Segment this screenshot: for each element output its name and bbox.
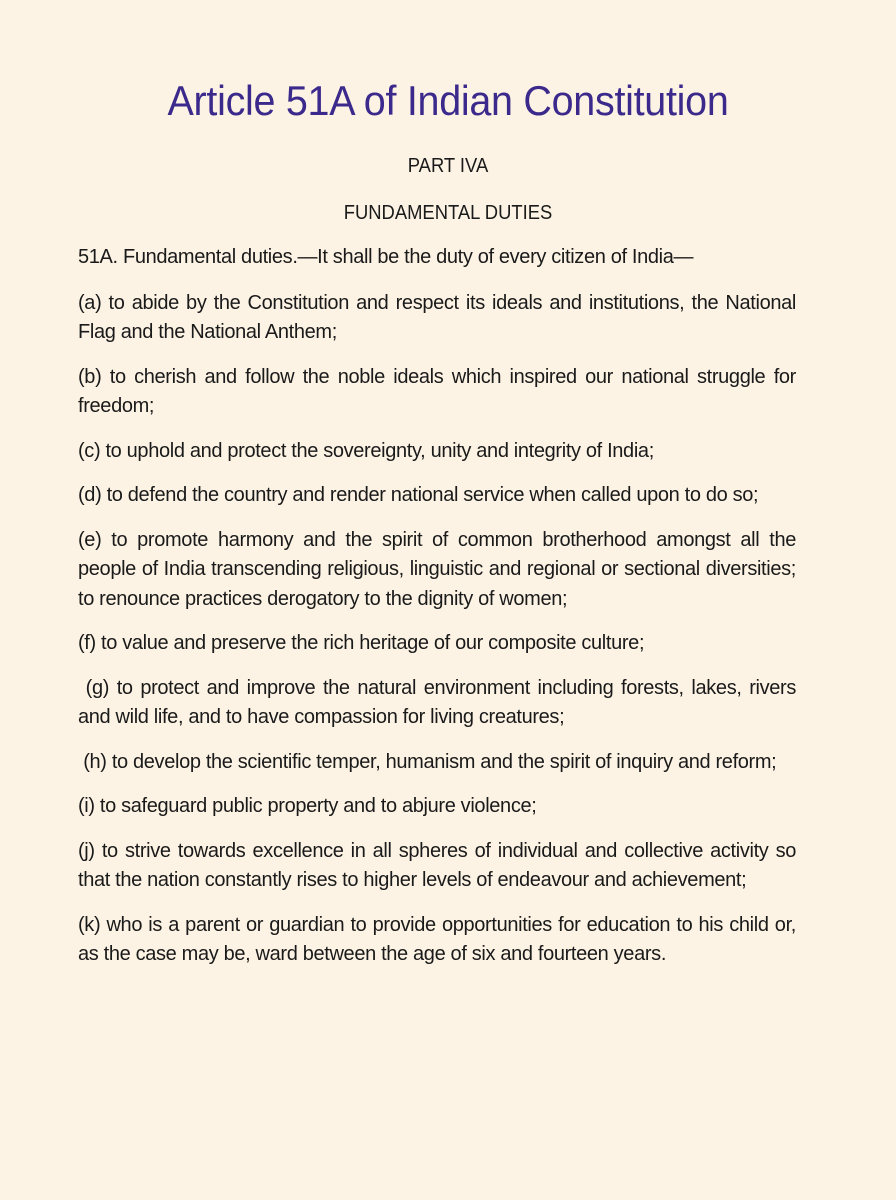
duty-j: (j) to strive towards excellence in all spheres of individual and collective activity so that the nation constantly rises to higher levels of endeavour and achievement; bbox=[78, 839, 796, 891]
article-intro: 51A. Fundamental duties.—It shall be the duty of every citizen of India— bbox=[78, 246, 694, 268]
part-label: PART IVA bbox=[407, 155, 489, 177]
document-body bbox=[78, 243, 796, 985]
page-title: Article 51A of Indian Constitution bbox=[167, 77, 729, 124]
section-heading: FUNDAMENTAL DUTIES bbox=[343, 202, 553, 224]
duty-k: (k) who is a parent or guardian to provide opportunities for education to his child or, as the case may be, ward between the age of six and fourteen years. bbox=[78, 913, 796, 965]
duty-d: (d) to defend the country and render national service when called upon to do so; bbox=[78, 484, 759, 506]
duty-a: (a) to abide by the Constitution and respect its ideals and institutions, the National Flag and the National Anthem; bbox=[78, 291, 796, 343]
duty-e: (e) to promote harmony and the spirit of common brotherhood amongst all the people of India transcending religious, linguistic and regional or sectional diversities; to renounce practices derogatory to the dignity of women; bbox=[78, 528, 796, 610]
duty-i: (i) to safeguard public property and to abjure violence; bbox=[78, 795, 537, 817]
duty-g: (g) to protect and improve the natural environment including forests, lakes, rivers and wild life, and to have compassion for living creatures; bbox=[78, 676, 796, 728]
duty-h: (h) to develop the scientific temper, humanism and the spirit of inquiry and reform; bbox=[83, 750, 777, 773]
duty-b: (b) to cherish and follow the noble ideals which inspired our national struggle for freedom; bbox=[78, 365, 796, 417]
duty-f: (f) to value and preserve the rich heritage of our composite culture; bbox=[78, 632, 645, 654]
duty-c: (c) to uphold and protect the sovereignty, unity and integrity of India; bbox=[78, 439, 654, 462]
